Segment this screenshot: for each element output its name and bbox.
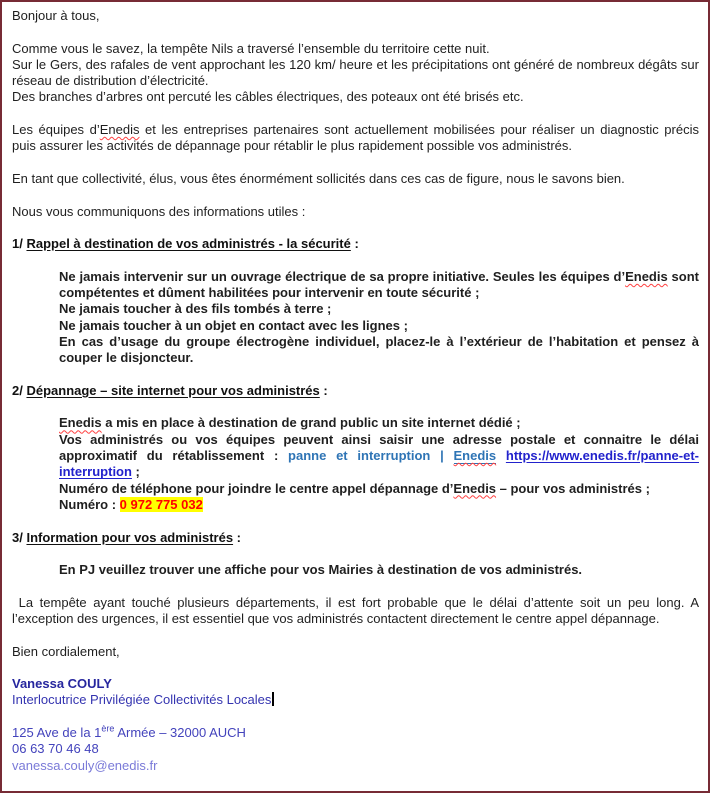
section-2-title: Dépannage – site internet pour vos administrés (26, 382, 320, 398)
section-2-item-3 (59, 481, 699, 497)
section-2-heading (12, 383, 699, 399)
section-3-title: Information pour vos administrés (26, 529, 234, 545)
signature-address (12, 725, 699, 741)
blank-line (12, 155, 699, 171)
link-separator-space (496, 448, 506, 463)
section-1-title: Rappel à destination de vos administrés - la sécurité (26, 236, 351, 252)
section-1-colon: : (350, 236, 359, 252)
section-3-number: 3/ (12, 529, 27, 545)
blank-line (12, 252, 699, 268)
signature-phone: 06 63 70 46 48 (12, 741, 99, 757)
blank-line (12, 660, 699, 676)
section-2-item-1 (59, 415, 699, 431)
blank-line (12, 106, 699, 122)
blank-line (12, 399, 699, 415)
spellcheck-word-enedis: Enedis (59, 415, 102, 431)
greeting: Bonjour à tous, (12, 8, 100, 23)
section-3-item-1: En PJ veuillez trouver une affiche pour vos Mairies à destination de vos administrés. (59, 562, 583, 578)
blank-line (12, 709, 699, 725)
section-1-item-1-pre: Ne jamais intervenir sur un ouvrage électrique de sa propre initiative. Seules les équipes d’ (59, 268, 626, 284)
section-2-item-3-pre: Numéro de téléphone pour joindre le centre appel dépannage d’ (59, 480, 454, 496)
section-2-item-2-post: ; (131, 464, 140, 480)
intro-paragraph-3: Des branches d’arbres ont percuté les câbles électriques, des poteaux ont été brisés etc. (12, 89, 524, 105)
signature-email-link[interactable]: vanessa.couly@enedis.fr (12, 757, 158, 773)
infos-intro-paragraph: Nous vous communiquons des informations utiles : (12, 203, 306, 219)
link-enedis-url[interactable]: https://www.enedis.fr/panne-et-interruption (59, 448, 699, 480)
signature-role: Interlocutrice Privilégiée Collectivités Locales (12, 692, 272, 708)
section-1-item-1 (59, 269, 699, 302)
mobilisation-text-post: et les entreprises partenaires sont actuellement mobilisées pour réaliser un diagnostic précis puis assurer les activités de dépannage pour rétablir le plus rapidement possible vos administrés. (12, 122, 699, 154)
blank-line (12, 24, 699, 40)
spellcheck-word-enedis: Enedis (453, 480, 497, 496)
section-2-item-3-post: – pour vos administrés ; (496, 480, 650, 496)
link-enedis[interactable]: Enedis (453, 448, 497, 464)
mobilisation-text-pre: Les équipes d’ (12, 122, 100, 138)
section-2-colon: : (319, 382, 328, 398)
signature-role-line (12, 692, 699, 708)
signature-name: Vanessa COULY (12, 676, 112, 692)
outro-paragraph: La tempête ayant touché plusieurs départements, il est fort probable que le délai d’attente soit un peu long. A l’exception des urgences, il est essentiel que vos administrés contactent directement le centre appel dépannage. (12, 594, 699, 626)
intro-paragraph-1: Comme vous le savez, la tempête Nils a traversé l’ensemble du territoire cette nuit. (12, 40, 490, 56)
text-cursor (272, 692, 274, 706)
section-2-item-4 (59, 497, 699, 513)
spellcheck-word-enedis: Enedis (99, 122, 140, 138)
blank-line (12, 220, 699, 236)
section-1-number: 1/ (12, 236, 27, 252)
section-1-item-3: Ne jamais toucher à un objet en contact avec les lignes ; (59, 317, 408, 333)
closing-paragraph: Bien cordialement, (12, 643, 120, 659)
spellcheck-word-enedis: Enedis (625, 268, 668, 284)
signature-address-pre: 125 Ave de la 1 (12, 725, 102, 741)
link-panne-et-interruption[interactable]: panne et interruption | (288, 448, 454, 464)
ordinal-superscript: ère (101, 723, 115, 734)
section-2-item-2 (59, 432, 699, 481)
section-2-item-2-pre: Vos administrés ou vos équipes peuvent ainsi saisir une adresse postale et connaitre le délai approximatif du rétablissement : (59, 431, 699, 464)
section-3-colon: : (233, 529, 242, 545)
blank-line (12, 627, 699, 643)
blank-line (12, 187, 699, 203)
blank-line (12, 367, 699, 383)
phone-label: Numéro : (59, 496, 120, 512)
section-2-number: 2/ (12, 382, 27, 398)
signature-address-post: Armée – 32000 AUCH (114, 725, 246, 741)
intro-paragraph-2: Sur le Gers, des rafales de vent approchant les 120 km/ heure et les précipitations ont généré de nombreux dégâts sur réseau de distribution d’électricité. (12, 56, 699, 89)
mobilisation-paragraph (12, 122, 699, 155)
section-3-heading (12, 530, 699, 546)
section-1-item-4: En cas d’usage du groupe électrogène individuel, placez-le à l’extérieur de l’habitation et pensez à couper le disjoncteur. (59, 333, 699, 366)
blank-line (12, 578, 699, 594)
section-1-heading (12, 236, 699, 252)
phone-number-highlighted: 0 972 775 032 (119, 496, 203, 512)
section-1-item-2: Ne jamais toucher à des fils tombés à terre ; (59, 301, 332, 317)
blank-line (12, 546, 699, 562)
section-2-item-1-post: a mis en place à destination de grand public un site internet dédié ; (101, 415, 521, 431)
solicitation-paragraph: En tant que collectivité, élus, vous êtes énormément sollicités dans ces cas de figure, nous le savons bien. (12, 170, 625, 186)
blank-line (12, 513, 699, 529)
section-1-item-1-post: sont compétentes et dûment habilitées pour intervenir en toute sécurité ; (59, 268, 699, 301)
